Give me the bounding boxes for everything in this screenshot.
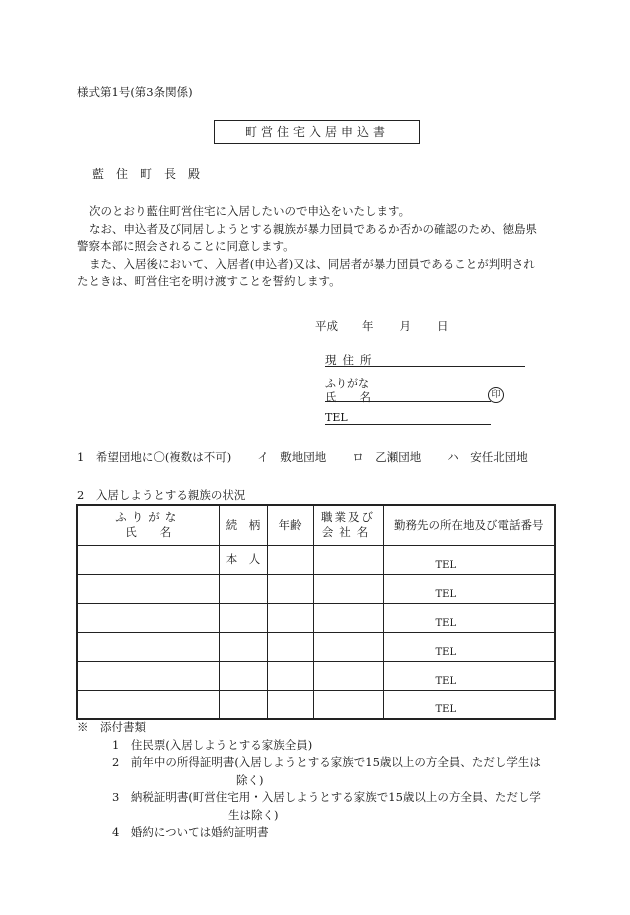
occupation-cell[interactable] bbox=[313, 545, 383, 574]
occupation-cell[interactable] bbox=[313, 574, 383, 603]
relation-cell[interactable] bbox=[219, 661, 267, 690]
option-otose[interactable]: ロ 乙瀬団地 bbox=[352, 450, 422, 464]
col-occupation-line-1: 職業及び bbox=[321, 510, 375, 525]
col-furigana-label: ふりがな bbox=[115, 510, 182, 525]
occupation-cell[interactable] bbox=[313, 632, 383, 661]
table-row bbox=[77, 603, 555, 632]
relation-cell[interactable] bbox=[219, 632, 267, 661]
col-occupation bbox=[313, 505, 383, 545]
table-row bbox=[77, 661, 555, 690]
table-row bbox=[77, 690, 555, 719]
relation-cell[interactable] bbox=[219, 603, 267, 632]
name-label: 氏 名 bbox=[325, 390, 371, 404]
address-field[interactable] bbox=[325, 366, 525, 367]
application-statement bbox=[77, 203, 557, 291]
application-date bbox=[315, 318, 449, 334]
date-year: 年 bbox=[362, 319, 374, 333]
statement-paragraph-2-line-1: なお、申込者及び同居しようとする親族が暴力団員であるか否かの確認のため、徳島県 bbox=[89, 221, 538, 236]
age-cell[interactable] bbox=[267, 545, 313, 574]
tel-field[interactable] bbox=[325, 424, 491, 425]
col-relation: 続 柄 bbox=[219, 505, 267, 545]
statement-paragraph-3-line-1: また、入居後において、入居者(申込者)又は、同居者が暴力団員であることが判明され bbox=[89, 256, 535, 271]
age-cell[interactable] bbox=[267, 690, 313, 719]
occupation-cell[interactable] bbox=[313, 661, 383, 690]
col-name bbox=[77, 505, 219, 545]
seal-mark: 印 bbox=[488, 387, 504, 403]
attachment-item-3-line-2: 生は除く) bbox=[228, 807, 279, 822]
family-table-header bbox=[77, 505, 555, 545]
name-cell[interactable] bbox=[77, 632, 219, 661]
col-workplace: 勤務先の所在地及び電話番号 bbox=[383, 505, 555, 545]
document-title: 町営住宅入居申込書 bbox=[214, 120, 420, 144]
desired-complex-label: 1 希望団地に〇(複数は不可) bbox=[77, 450, 232, 464]
workplace-tel-cell[interactable]: TEL bbox=[383, 690, 555, 719]
name-cell[interactable] bbox=[77, 603, 219, 632]
age-cell[interactable] bbox=[267, 574, 313, 603]
age-cell[interactable] bbox=[267, 632, 313, 661]
relation-cell[interactable] bbox=[219, 574, 267, 603]
table-row bbox=[77, 574, 555, 603]
occupation-cell[interactable] bbox=[313, 690, 383, 719]
workplace-tel-cell[interactable]: TEL bbox=[383, 574, 555, 603]
name-cell[interactable] bbox=[77, 661, 219, 690]
date-month: 月 bbox=[399, 319, 411, 333]
attachment-item-1: 1 住民票(入居しようとする家族全員) bbox=[112, 737, 313, 752]
tel-label: TEL bbox=[325, 411, 348, 424]
statement-paragraph-1: 次のとおり藍住町営住宅に入居したいので申込をいたします。 bbox=[89, 204, 411, 218]
furigana-label: ふりがな bbox=[325, 377, 369, 390]
attachments-section bbox=[77, 719, 557, 842]
relation-cell[interactable] bbox=[219, 690, 267, 719]
occupation-cell[interactable] bbox=[313, 603, 383, 632]
relation-cell[interactable]: 本 人 bbox=[219, 545, 267, 574]
date-era: 平成 bbox=[315, 319, 338, 333]
attachment-item-2-line-2: 除く) bbox=[236, 772, 264, 787]
statement-paragraph-2-line-2: 警察本部に照会されることに同意します。 bbox=[77, 239, 295, 253]
address-label: 現住所 bbox=[325, 353, 378, 367]
option-annin-kita[interactable]: ハ 安任北団地 bbox=[447, 450, 528, 464]
workplace-tel-cell[interactable]: TEL bbox=[383, 661, 555, 690]
form-number: 様式第1号(第3条関係) bbox=[77, 85, 193, 99]
attachments-header: ※ 添付書類 bbox=[77, 720, 146, 734]
addressee: 藍住町長殿 bbox=[92, 167, 213, 181]
statement-paragraph-3-line-2: たときは、町営住宅を明け渡すことを誓約します。 bbox=[77, 274, 341, 288]
option-shikichi[interactable]: イ 敷地団地 bbox=[257, 450, 327, 464]
age-cell[interactable] bbox=[267, 603, 313, 632]
attachment-item-3-line-1: 3 納税証明書(町営住宅用・入居しようとする家族で15歳以上の方全員、ただし学 bbox=[112, 790, 541, 804]
workplace-tel-cell[interactable]: TEL bbox=[383, 545, 555, 574]
name-field[interactable] bbox=[325, 401, 491, 402]
attachment-item-2-line-1: 2 前年中の所得証明書(入居しようとする家族で15歳以上の方全員、ただし学生は bbox=[112, 755, 541, 769]
col-name-label: 氏 名 bbox=[125, 525, 172, 540]
name-cell[interactable] bbox=[77, 690, 219, 719]
table-row bbox=[77, 632, 555, 661]
workplace-tel-cell[interactable]: TEL bbox=[383, 603, 555, 632]
name-cell[interactable] bbox=[77, 545, 219, 574]
age-cell[interactable] bbox=[267, 661, 313, 690]
col-age: 年齢 bbox=[267, 505, 313, 545]
workplace-tel-cell[interactable]: TEL bbox=[383, 632, 555, 661]
col-occupation-line-2: 会社名 bbox=[321, 525, 375, 540]
desired-complex-section bbox=[77, 449, 528, 465]
family-section-label: 2 入居しようとする親族の状況 bbox=[77, 488, 246, 502]
family-table bbox=[76, 504, 556, 720]
attachment-item-4: 4 婚約については婚約証明書 bbox=[112, 825, 269, 839]
table-row bbox=[77, 545, 555, 574]
name-cell[interactable] bbox=[77, 574, 219, 603]
date-day: 日 bbox=[437, 319, 449, 333]
